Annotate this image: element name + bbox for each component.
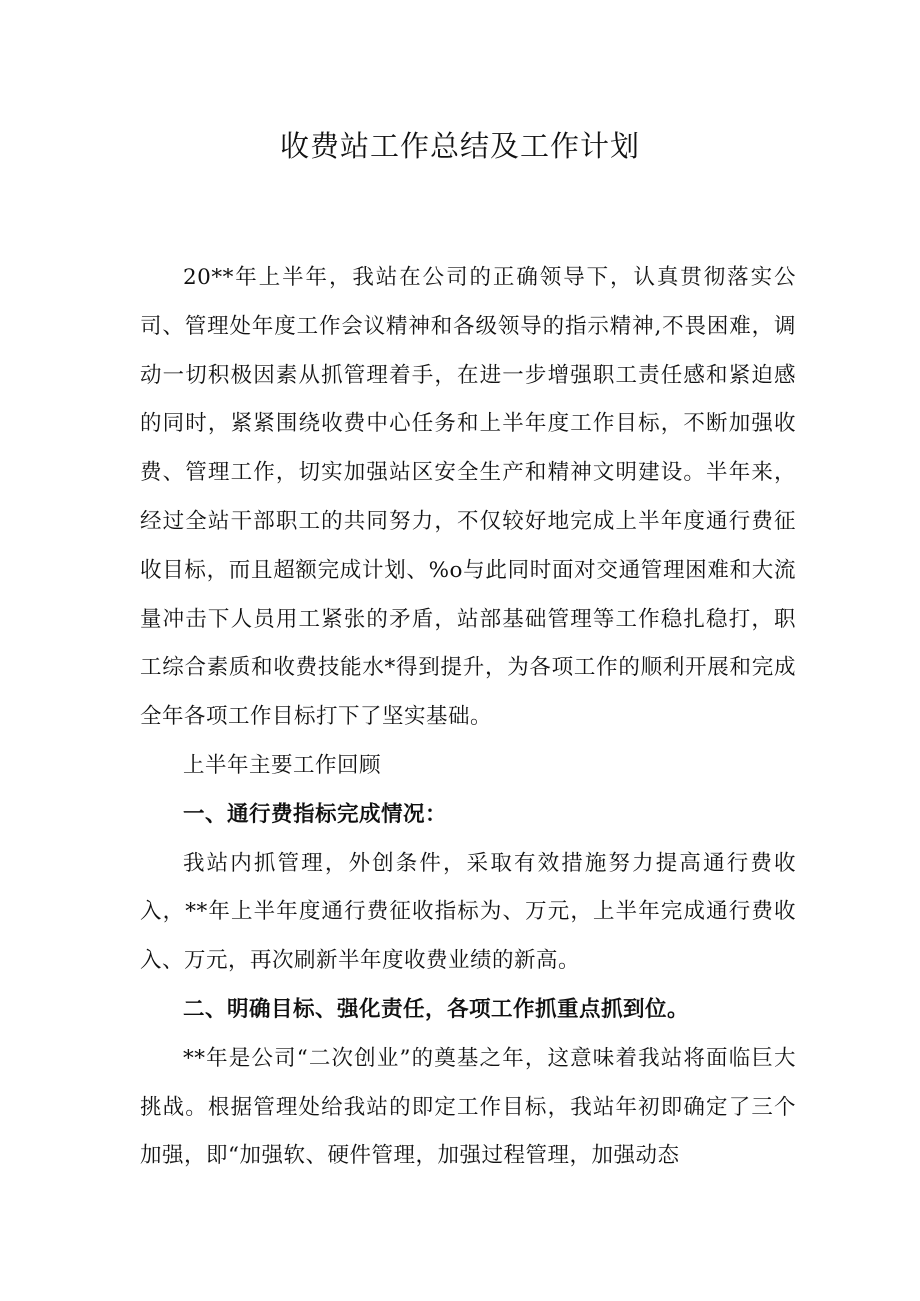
document-title: 收费站工作总结及工作计划 bbox=[279, 129, 640, 163]
document-body bbox=[140, 254, 796, 1181]
paragraph-toll-indicators: 我站内抓管理，外创条件，采取有效措施努力提高通行费收入，**年上半年度通行费征收指标为、万元，上半年完成通行费收入、万元，再次刷新半年度收费业绩的新高。 bbox=[140, 850, 796, 974]
section-heading-goals-responsibility: 二、明确目标、强化责任，各项工作抓重点抓到位。 bbox=[183, 996, 690, 1022]
paragraph-intro: 20**年上半年，我站在公司的正确领导下，认真贯彻落实公司、管理处年度工作会议精神和各级领导的指示精神,不畏困难，调动一切积极因素从抓管理着手，在进一步增强职工责任感和紧迫感的同时，紧紧围绕收费中心任务和上半年度工作目标，不断加强收费、管理工作，切实加强站区安全生产和精神文明建设。半年来，经过全站干部职工的共同努力，不仅较好地完成上半年度通行费征收目标，而且超额完成计划、%o与此同时面对交通管理困难和大流量冲击下人员用工紧张的矛盾，站部基础管理等工作稳扎稳打，职工综合素质和收费技能水*得到提升，为各项工作的顺利开展和完成全年各项工作目标打下了坚实基础。 bbox=[140, 265, 796, 730]
section-heading-toll-indicators: 一、通行费指标完成情况： bbox=[183, 801, 448, 827]
paragraph-review-label: 上半年主要工作回顾 bbox=[183, 752, 382, 778]
paragraph-goals-responsibility: **年是公司“二次创业”的奠基之年，这意味着我站将面临巨大挑战。根据管理处给我站的即定工作目标，我站年初即确定了三个加强，即“加强软、硬件管理，加强过程管理，加强动态 bbox=[140, 1045, 796, 1169]
